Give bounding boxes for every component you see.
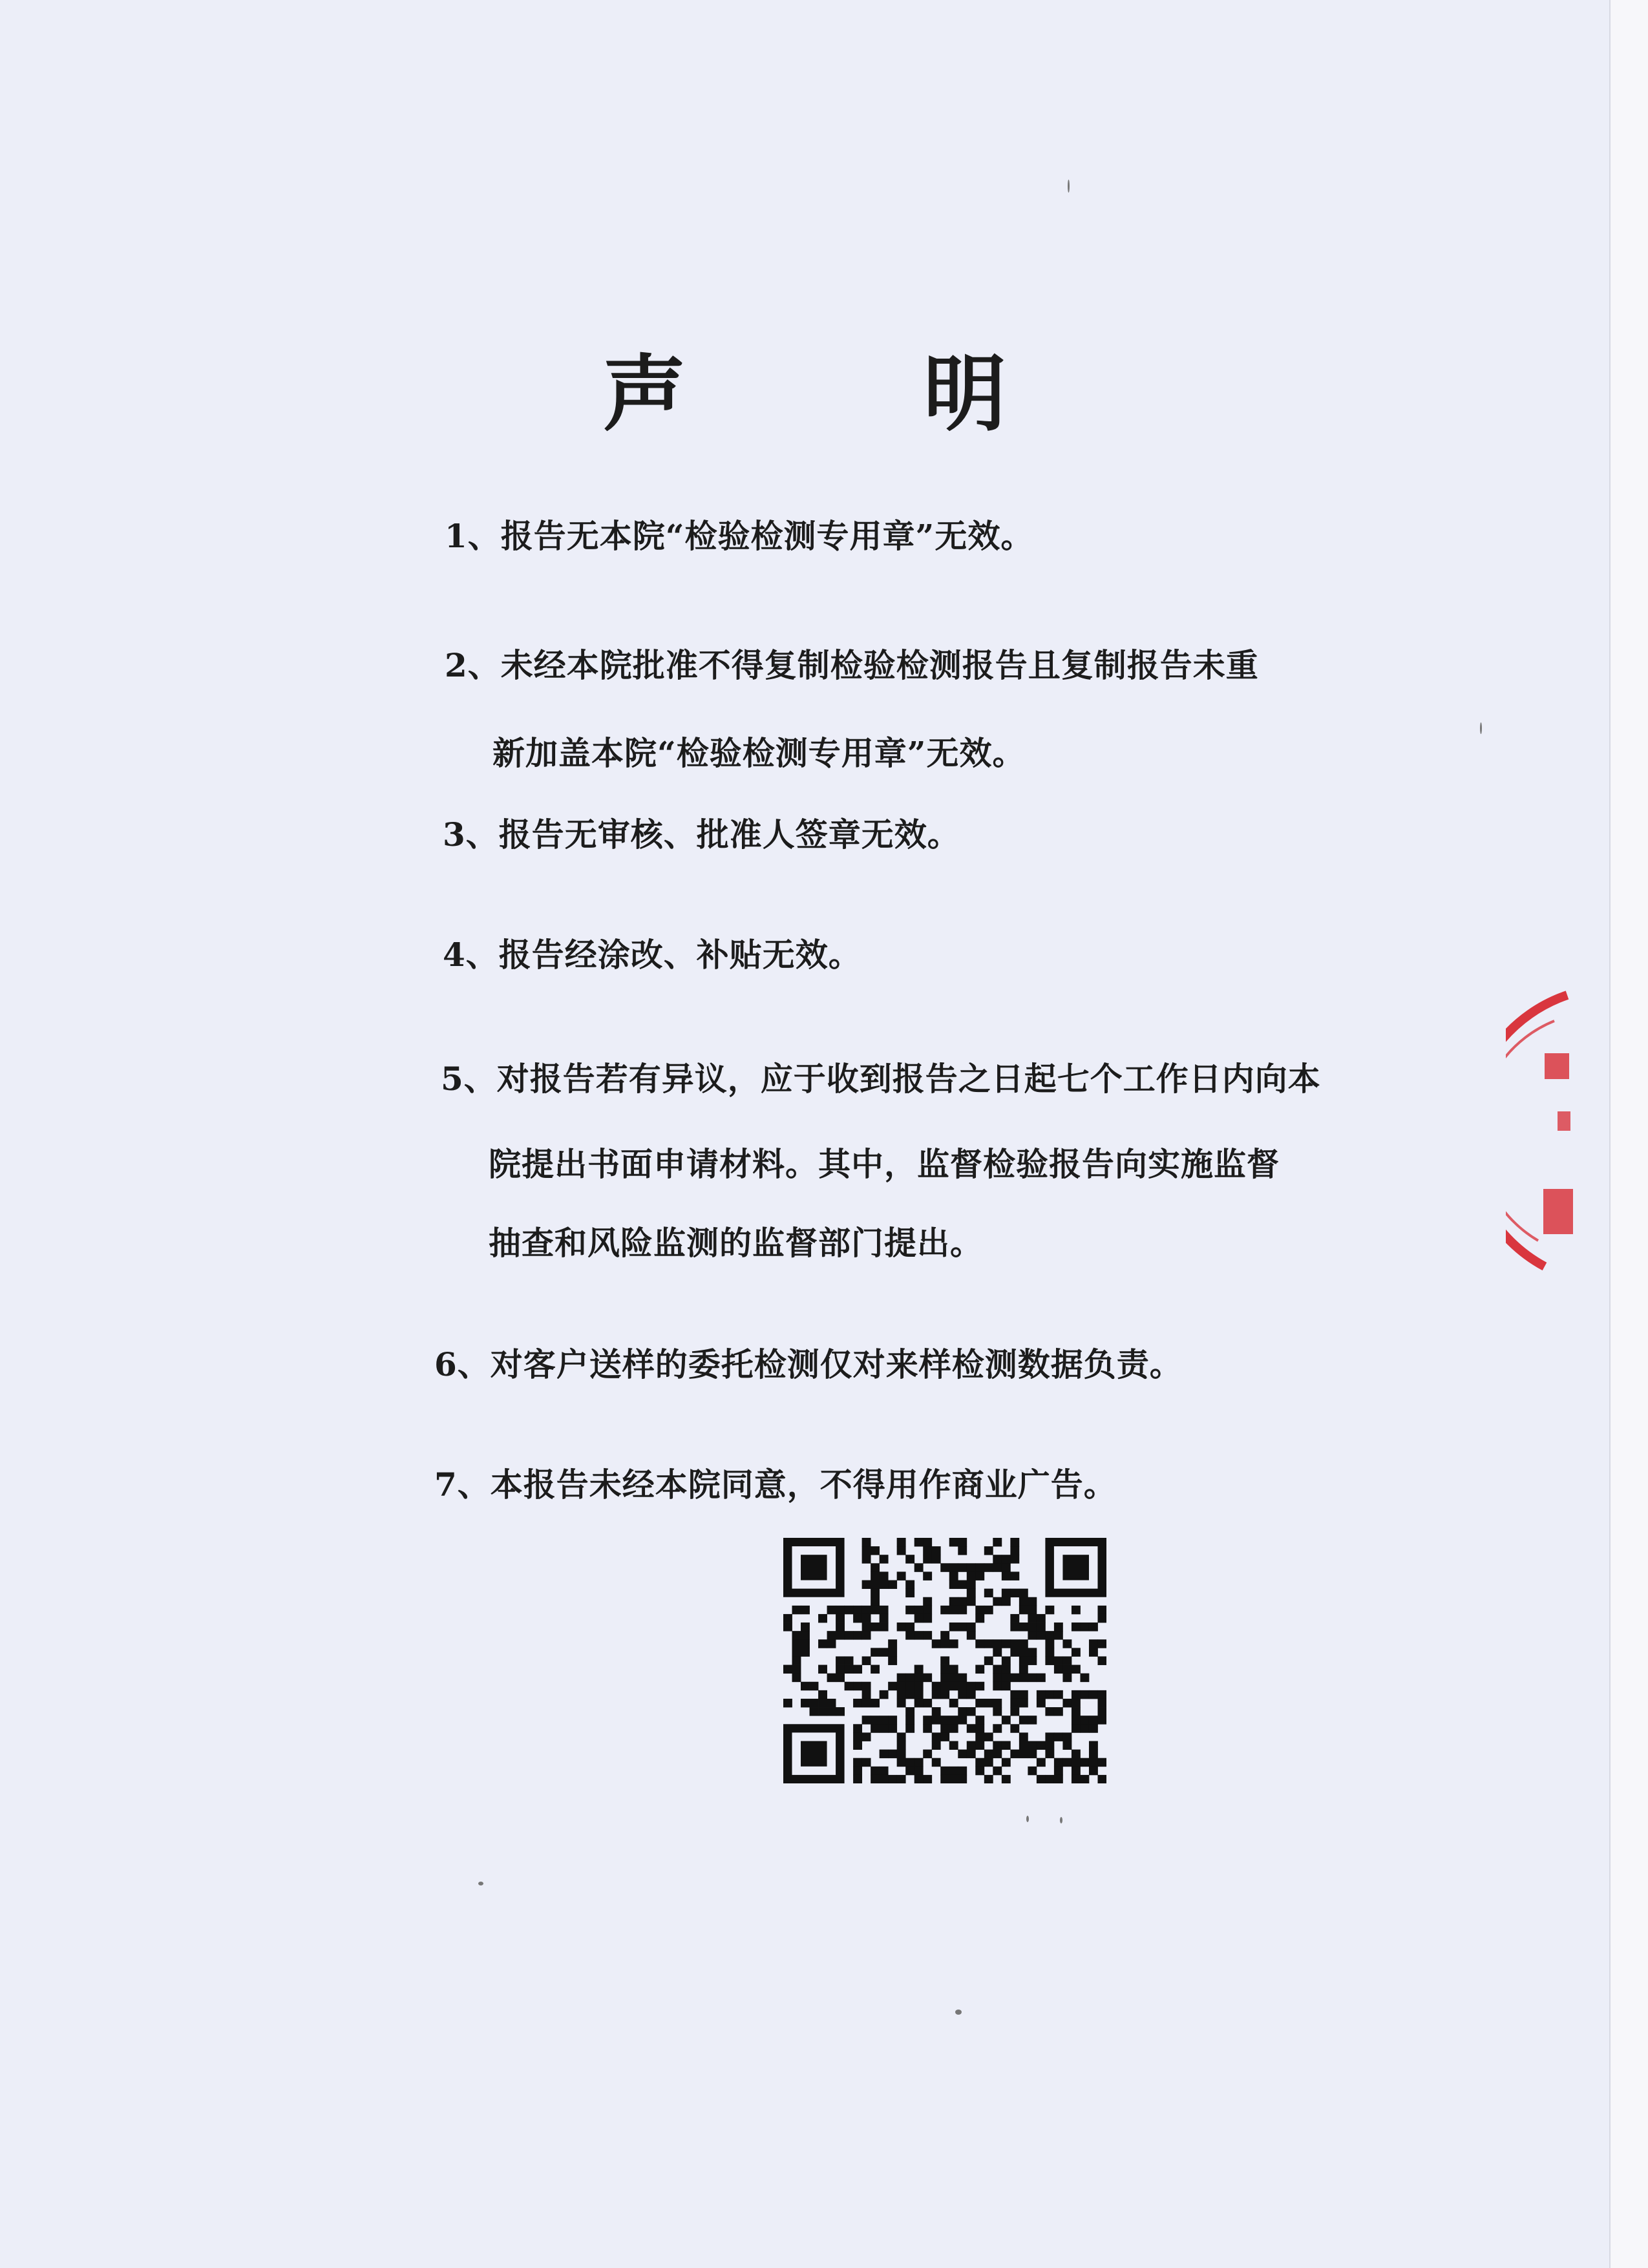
statement-item-4 <box>443 936 861 974</box>
item-text: 对报告若有异议，应于收到报告之日起七个工作日内向本 <box>496 1060 1321 1098</box>
item-text: 院提出书面申请材料。其中，监督检验报告向实施监督 <box>489 1145 1280 1183</box>
item-number: 1、 <box>445 517 501 555</box>
statement-item-1 <box>445 517 1033 556</box>
item-number: 4、 <box>443 936 499 974</box>
scan-speck <box>1026 1816 1029 1822</box>
statement-item-6 <box>434 1345 1183 1384</box>
item-text: 对客户送样的委托检测仅对来样检测数据负责。 <box>490 1345 1183 1383</box>
statement-item-2-continued <box>492 734 1026 773</box>
item-number: 6、 <box>434 1345 491 1383</box>
item-text: 报告无审核、批准人签章无效。 <box>498 815 960 854</box>
scan-speck <box>478 1882 483 1885</box>
item-number: 5、 <box>441 1060 497 1098</box>
item-number: 3、 <box>443 815 499 854</box>
item-text: 未经本院批准不得复制检验检测报告且复制报告未重 <box>500 646 1259 684</box>
scan-speck <box>1480 722 1482 734</box>
official-seal-stamp <box>1506 982 1577 1292</box>
item-number: 7、 <box>434 1465 491 1504</box>
scan-speck <box>1060 1817 1062 1823</box>
item-text: 抽查和风险监测的监督部门提出。 <box>489 1224 983 1262</box>
scan-edge <box>1609 0 1648 2268</box>
item-number: 2、 <box>445 646 501 684</box>
statement-item-2 <box>445 646 1259 685</box>
item-text: 本报告未经本院同意，不得用作商业广告。 <box>490 1465 1117 1504</box>
page-title: 声 明 <box>602 346 1084 443</box>
item-text: 报告无本院“检验检测专用章”无效。 <box>500 517 1034 555</box>
statement-item-5-continued <box>489 1145 1280 1184</box>
qr-code-icon <box>783 1538 1106 1783</box>
qr-code-graphic <box>783 1538 1106 1783</box>
seal-icon <box>1506 982 1577 1292</box>
item-text: 报告经涂改、补贴无效。 <box>498 936 861 974</box>
scan-speck <box>955 2010 962 2015</box>
statement-item-5 <box>441 1060 1321 1098</box>
scan-speck <box>1068 180 1070 193</box>
statement-item-3 <box>443 815 960 854</box>
statement-item-5-continued <box>489 1224 983 1263</box>
item-text: 新加盖本院“检验检测专用章”无效。 <box>492 734 1026 772</box>
statement-item-7 <box>434 1465 1117 1504</box>
